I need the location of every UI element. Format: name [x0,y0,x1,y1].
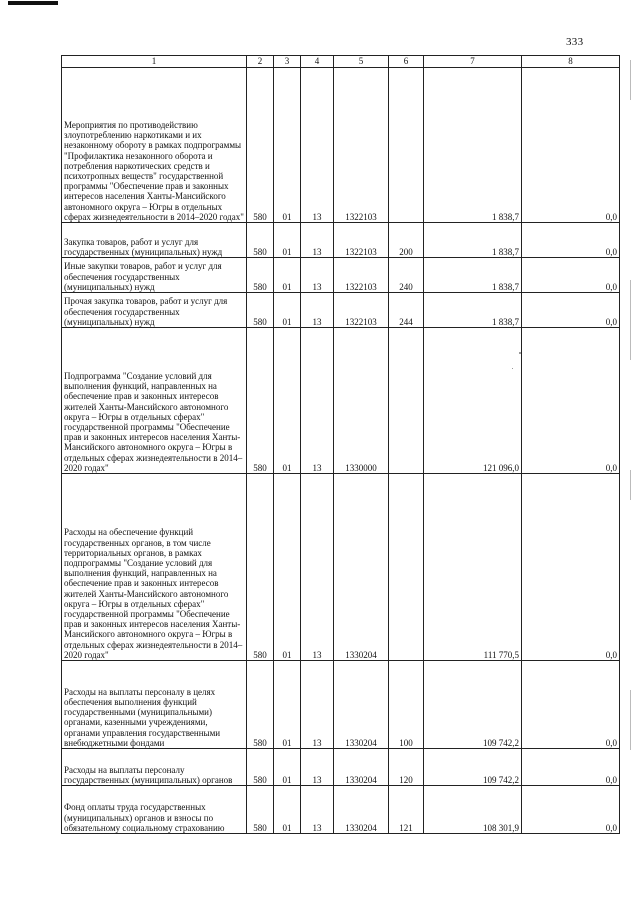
table-row [62,258,620,293]
cell-col7: 1 838,7 [424,293,522,328]
scan-edge-mark [630,60,631,100]
row-name: Закупка товаров, работ и услуг для государственных (муниципальных) нужд [62,223,247,258]
cell-col4: 13 [301,786,334,834]
cell-col2: 580 [247,293,274,328]
row-name: Расходы на выплаты персоналу в целях обеспечения выполнения функций государственными (муниципальными) органами, казенными учреждениями, органами управления государственными внебюджетными фондами [62,661,247,749]
cell-col8: 0,0 [522,328,620,474]
cell-col2: 580 [247,474,274,661]
column-header: 5 [334,56,389,68]
cell-col4: 13 [301,474,334,661]
cell-col6: 240 [389,258,424,293]
cell-col2: 580 [247,328,274,474]
table-row [62,786,620,834]
cell-col2: 580 [247,661,274,749]
cell-col8: 0,0 [522,223,620,258]
top-rule [8,1,58,5]
scan-edge-mark [630,690,631,750]
cell-col7: 111 770,5 [424,474,522,661]
cell-col5: 1330204 [334,474,389,661]
cell-col4: 13 [301,223,334,258]
cell-col3: 01 [274,293,301,328]
scan-edge-mark [630,280,631,360]
table-row [62,223,620,258]
cell-col8: 0,0 [522,68,620,223]
cell-col5: 1322103 [334,258,389,293]
cell-col7: 1 838,7 [424,258,522,293]
row-name: Иные закупки товаров, работ и услуг для обеспечения государственных (муниципальных) нужд [62,258,247,293]
table-row [62,749,620,786]
row-name: Расходы на выплаты персоналу государственных (муниципальных) органов [62,749,247,786]
cell-col5: 1322103 [334,223,389,258]
cell-col8: 0,0 [522,786,620,834]
cell-col3: 01 [274,661,301,749]
cell-col8: 0,0 [522,293,620,328]
cell-col3: 01 [274,786,301,834]
cell-col2: 580 [247,223,274,258]
cell-col2: 580 [247,786,274,834]
column-header: 7 [424,56,522,68]
row-name: Мероприятия по противодействию злоупотреблению наркотиками и их незаконному обороту в рамках подпрограммы "Профилактика незаконного оборота и потребления наркотических средств и психотропных веществ" государственной программы "Обеспечение прав и законных интересов населения Ханты-Мансийского автономного округа – Югры в отдельных сферах жизнедеятельности в 2014–2020 годах" [62,68,247,223]
cell-col7: 109 742,2 [424,749,522,786]
column-header: 8 [522,56,620,68]
cell-col3: 01 [274,68,301,223]
column-header: 4 [301,56,334,68]
cell-col6 [389,68,424,223]
cell-col3: 01 [274,749,301,786]
cell-col5: 1322103 [334,68,389,223]
cell-col3: 01 [274,223,301,258]
table-header-row [62,56,620,68]
cell-col3: 01 [274,258,301,293]
cell-col5: 1330204 [334,661,389,749]
cell-col4: 13 [301,661,334,749]
table-row [62,68,620,223]
cell-col8: 0,0 [522,258,620,293]
row-name: Прочая закупка товаров, работ и услуг для обеспечения государственных (муниципальных) нужд [62,293,247,328]
cell-col6 [389,328,424,474]
cell-col8: 0,0 [522,661,620,749]
table-row [62,474,620,661]
cell-col7: 1 838,7 [424,223,522,258]
cell-col2: 580 [247,749,274,786]
cell-col6: 120 [389,749,424,786]
row-name: Расходы на обеспечение функций государственных органов, в том числе территориальных органов, в рамках подпрограммы "Создание условий для выполнения функций, направленных на обеспечение прав и законных интересов жителей Ханты-Мансийского автономного округа – Югры в отдельных сферах" государственной программы "Обеспечение прав и законных интересов населения Ханты-Мансийского автономного округа – Югры в отдельных сферах жизнедеятельности в 2014–2020 годах" [62,474,247,661]
table-row [62,293,620,328]
cell-col8: 0,0 [522,474,620,661]
cell-col5: 1330204 [334,786,389,834]
cell-col6 [389,474,424,661]
cell-col5: 1330204 [334,749,389,786]
cell-col4: 13 [301,293,334,328]
cell-col2: 580 [247,258,274,293]
column-header: 2 [247,56,274,68]
column-header: 6 [389,56,424,68]
column-header: 3 [274,56,301,68]
cell-col5: 1330000 [334,328,389,474]
cell-col3: 01 [274,328,301,474]
cell-col7: 108 301,9 [424,786,522,834]
cell-col6: 244 [389,293,424,328]
table-row [62,328,620,474]
cell-col7: 1 838,7 [424,68,522,223]
cell-col8: 0,0 [522,749,620,786]
cell-col5: 1322103 [334,293,389,328]
cell-col7: 121 096,0 [424,328,522,474]
scan-edge-mark [630,470,631,500]
cell-col4: 13 [301,328,334,474]
cell-col2: 580 [247,68,274,223]
cell-col4: 13 [301,68,334,223]
cell-col3: 01 [274,474,301,661]
page-number: 333 [566,36,584,48]
row-name: Фонд оплаты труда государственных (муниципальных) органов и взносы по обязательному социальному страхованию [62,786,247,834]
column-header: 1 [62,56,247,68]
cell-col6: 100 [389,661,424,749]
cell-col4: 13 [301,749,334,786]
cell-col6: 121 [389,786,424,834]
cell-col6: 200 [389,223,424,258]
budget-table [61,55,620,834]
table-row [62,661,620,749]
cell-col7: 109 742,2 [424,661,522,749]
cell-col4: 13 [301,258,334,293]
row-name: Подпрограмма "Создание условий для выполнения функций, направленных на обеспечение прав и законных интересов жителей Ханты-Мансийского автономного округа – Югры в отдельных сферах" государственной программы "Обеспечение прав и законных интересов населения Ханты-Мансийского автономного округа – Югры в отдельных сферах жизнедеятельности в 2014–2020 годах" [62,328,247,474]
